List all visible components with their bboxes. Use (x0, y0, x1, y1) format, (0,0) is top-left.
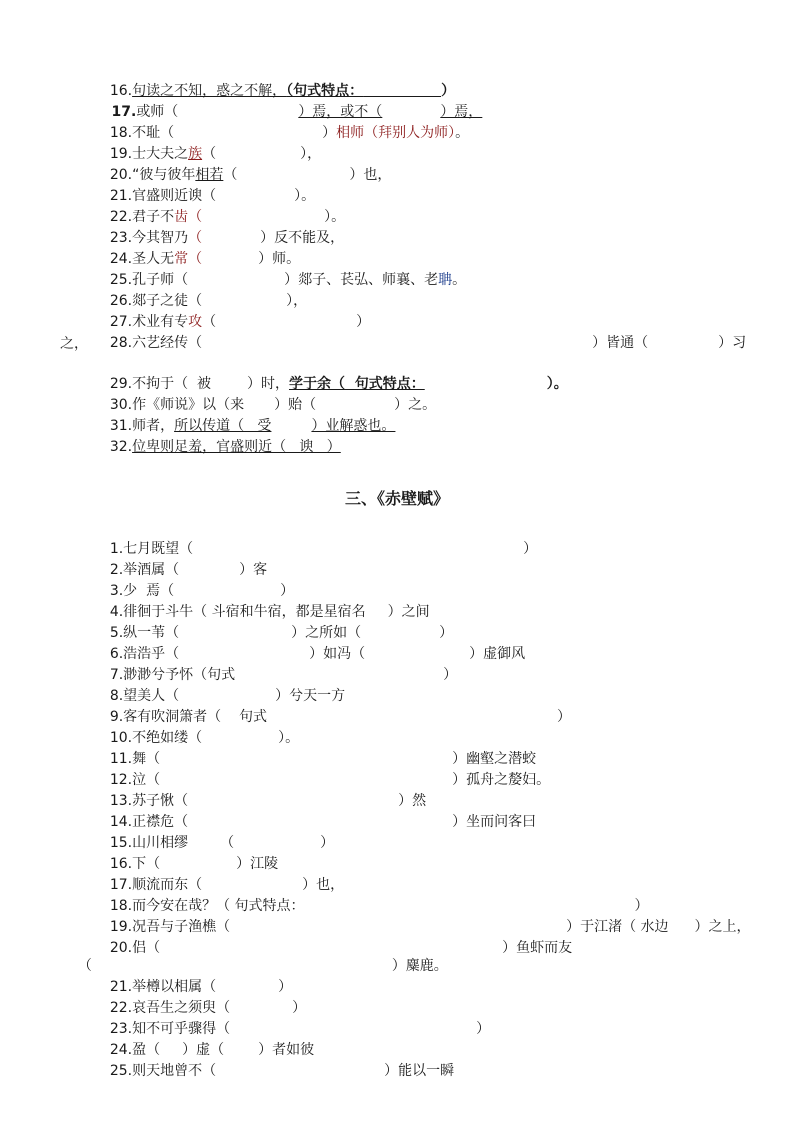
item-text: ）能以一瞬 (384, 1063, 455, 1079)
item-text: 作《师说》以（来 (132, 397, 245, 413)
item-text: ）者如彼 (258, 1042, 315, 1058)
item-text: ）幽壑之潜蛟 (452, 751, 537, 767)
item-text: ）。 (294, 188, 316, 204)
item-text: 浩浩乎（ (123, 646, 180, 662)
item-text: “彼与彼年 (132, 167, 196, 183)
item-text: ）之。 (394, 397, 437, 413)
item-text: 。 (452, 272, 467, 288)
item-s2-28-wrap: 之， (60, 336, 88, 352)
item-number: 28. (109, 335, 133, 351)
keyword: 常（ (174, 251, 203, 267)
item-text: 则天地曾不（ (132, 1063, 217, 1079)
item-text: 官盛则近谀（ (132, 188, 217, 204)
item-text: （ (202, 314, 217, 330)
item-text: ）时， (246, 376, 289, 392)
item-number: 4. (109, 604, 124, 620)
item-text: 盈（ (132, 1042, 161, 1058)
item-text: ）， (300, 146, 322, 162)
item-text: ）虚（ (182, 1042, 225, 1058)
item-text: 客有吹洞箫者（ 句式 (123, 709, 267, 725)
item-number: 23. (109, 1021, 133, 1037)
item-text: 郯子之徒（ (132, 293, 203, 309)
item-text: 下（ (132, 856, 161, 872)
item-number: 20. (109, 940, 133, 956)
item-text: ） (292, 1000, 307, 1016)
item-text: ）于江渚（ 水边 (566, 919, 669, 935)
item-text: ） (439, 625, 454, 641)
item-text: 今其智乃 (132, 230, 189, 246)
item-text: ）江陵 (236, 856, 279, 872)
item-number: 16. (109, 856, 133, 872)
item-text: 六艺经传（ (132, 335, 203, 351)
item-text: ）反不能及， (260, 230, 345, 246)
item-number: 26. (109, 293, 133, 309)
item-number: 2. (109, 562, 124, 578)
item-s2-32 (92, 417, 341, 477)
item-text: 师者， (132, 418, 175, 434)
section-title: 三、《赤壁赋》 (344, 489, 449, 508)
item-text-tail: （句式特点： (286, 83, 364, 99)
item-text: 举樽以相属（ (132, 979, 217, 995)
item-number: 7. (109, 667, 124, 683)
item-text: 或师（ (136, 104, 179, 120)
item-text: 所以传道（ 受 (174, 418, 272, 434)
item-text: ）之间 (387, 604, 430, 620)
item-number: 11. (109, 751, 133, 767)
item-text: （ (220, 835, 235, 851)
item-text: 侣（ (132, 940, 161, 956)
item-text: （ (223, 167, 238, 183)
item-text: ）焉， (440, 104, 483, 120)
item-text: 渺渺兮予怀（句式 (123, 667, 236, 683)
item-text: ） (443, 667, 458, 683)
item-text: 学于余（ 句式特点： (288, 376, 425, 392)
item-text: ）业解惑也。 (311, 418, 396, 434)
item-text: ）之上， (694, 919, 751, 935)
keyword: 攻 (188, 314, 203, 330)
item-number: 16. (109, 83, 133, 99)
item-text: ）。 (546, 376, 568, 392)
item-number: 10. (109, 730, 133, 746)
item-number: 27. (109, 314, 133, 330)
item-number: 20. (109, 167, 133, 183)
item-text: ）之所如（ (291, 625, 362, 641)
item-text: ）如冯（ (309, 646, 366, 662)
item-text: ） (476, 1021, 491, 1037)
item-text: ）麋鹿。 (391, 958, 448, 974)
item-text: ） (634, 898, 649, 914)
item-text: 少 焉（ (123, 583, 175, 599)
item-text: 知不可乎骤得（ (132, 1021, 231, 1037)
item-text: 哀吾生之须臾（ (132, 1000, 231, 1016)
item-note: 相师（拜别人为师） (336, 125, 456, 141)
item-text: 望美人（ (123, 688, 180, 704)
item-number: 29. (109, 376, 133, 392)
item-text: ） (322, 125, 337, 141)
item-number: 21. (109, 979, 133, 995)
keyword: 聃 (438, 272, 453, 288)
item-text: 不拘于（ 被 (132, 376, 211, 392)
item-text: ）。 (324, 209, 346, 225)
item-text: ）也， (349, 167, 392, 183)
item-number: 3. (109, 583, 124, 599)
item-text: ） (523, 541, 538, 557)
item-text: 位卑则足羞，官盛则近（ 谀 ） (132, 439, 341, 455)
item-number: 24. (109, 1042, 133, 1058)
item-text: ）虚御风 (469, 646, 526, 662)
item-text: ） (280, 583, 295, 599)
item-number: 25. (109, 272, 133, 288)
item-number: 15. (109, 835, 133, 851)
item-text: 孔子师（ (132, 272, 189, 288)
item-text: 举酒属（ (123, 562, 180, 578)
item-text: 正襟危（ (132, 814, 189, 830)
item-number: 6. (109, 646, 124, 662)
item-text: ）客 (239, 562, 268, 578)
item-text: 圣人无 (132, 251, 175, 267)
item-text: 苏子愀（ (132, 793, 189, 809)
item-number: 19. (109, 919, 133, 935)
item-number: 22. (109, 209, 133, 225)
item-text: 纵一苇（ (123, 625, 180, 641)
item-text: 徘徊于斗牛（ 斗宿和牛宿，都是星宿名 (123, 604, 366, 620)
keyword: 族 (188, 146, 203, 162)
item-text: 不绝如缕（ (132, 730, 203, 746)
item-number: 17. (109, 877, 133, 893)
item-text: 不耻（ (132, 125, 175, 141)
item-s3-25 (92, 1041, 454, 1101)
item-text: 顺流而东（ (132, 877, 203, 893)
item-text: ）也， (302, 877, 345, 893)
item-text: （ (202, 146, 217, 162)
item-number: 32. (109, 439, 133, 455)
item-number: 30. (109, 397, 133, 413)
item-text: 况吾与子渔樵（ (132, 919, 231, 935)
item-text: 君子不 (132, 209, 175, 225)
item-text: ）然 (398, 793, 427, 809)
item-text: 而今安在哉？（ 句式特点： (132, 898, 305, 914)
item-text: 泣（ (132, 772, 161, 788)
item-text: ）郯子、苌弘、师襄、老 (284, 272, 439, 288)
item-text: ）皆通（ (592, 335, 649, 351)
item-text: 。 (455, 125, 470, 141)
item-number: 18. (109, 898, 133, 914)
item-number: 9. (109, 709, 124, 725)
item-number: 23. (109, 230, 133, 246)
item-number: 31. (109, 418, 133, 434)
item-text: ）兮天一方 (275, 688, 346, 704)
item-text: ）习 (718, 335, 747, 351)
item-number: 22. (109, 1000, 133, 1016)
item-text: ） (556, 709, 571, 725)
item-text: ）贻（ (274, 397, 317, 413)
item-text: （ (77, 958, 92, 974)
item-text: ）孤舟之嫠妇。 (452, 772, 551, 788)
item-number: 18. (109, 125, 133, 141)
item-number: 19. (109, 146, 133, 162)
item-text: ）， (286, 293, 308, 309)
item-text-end: ） (441, 83, 456, 99)
item-text: 术业有专 (132, 314, 189, 330)
item-text: 士大夫之 (132, 146, 189, 162)
item-number: 14. (109, 814, 133, 830)
item-number: 13. (109, 793, 133, 809)
item-text: 句读之不知，惑之不解， (132, 83, 287, 99)
item-number: 21. (109, 188, 133, 204)
item-text: ） (320, 835, 335, 851)
keyword: 齿（ (174, 209, 203, 225)
item-number: 5. (109, 625, 124, 641)
item-number: 1. (109, 541, 124, 557)
item-text: ）坐而问客曰 (452, 814, 537, 830)
item-text: ） (278, 979, 293, 995)
item-text: ） (356, 314, 371, 330)
item-text: 山川相缪 (132, 835, 189, 851)
item-text: ）鱼虾而友 (502, 940, 573, 956)
item-number: 24. (109, 251, 133, 267)
item-number: 12. (109, 772, 133, 788)
item-number: 25. (109, 1063, 133, 1079)
item-text: ）。 (278, 730, 300, 746)
item-text: ）焉，或不（ (298, 104, 383, 120)
item-text: （ (188, 230, 203, 246)
item-text: 七月既望（ (123, 541, 194, 557)
item-number: 8. (109, 688, 124, 704)
keyword: 相若 (195, 167, 224, 183)
item-number: 17. (111, 104, 137, 120)
item-text: 舞（ (132, 751, 161, 767)
item-text: ）师。 (258, 251, 301, 267)
